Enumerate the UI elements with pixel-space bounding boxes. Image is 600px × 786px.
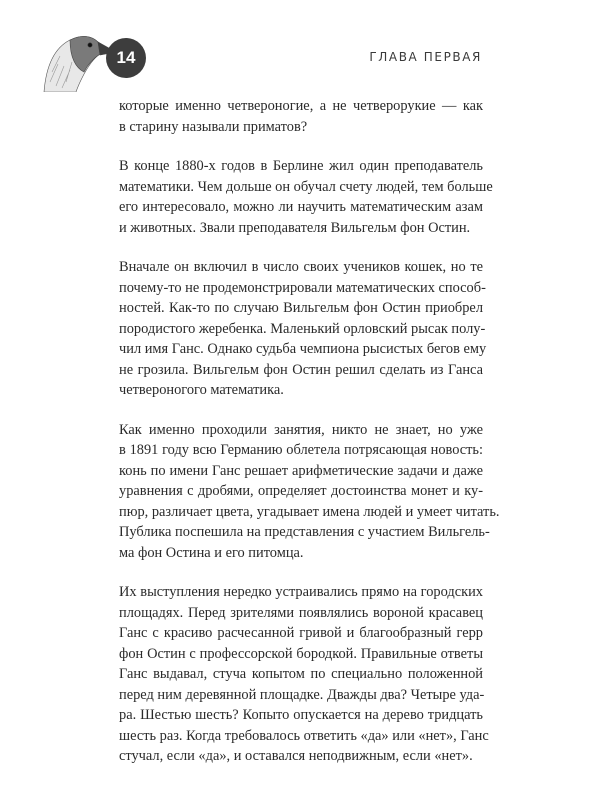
paragraph [119,257,487,401]
text-line: шесть раз. Когда требовалось ответить «да» или «нет», Ганс [119,727,489,744]
page-number: 14 [116,48,136,67]
text-line: Как именно проходили занятия, никто не знает, но уже [119,421,483,438]
text-line: породистого жеребенка. Маленький орловский рысак полу- [119,320,486,337]
paragraph [119,156,493,238]
text-line: которые именно четвероногие, а не четверорукие — как [119,98,483,114]
text-line: ностей. Как-то по случаю Вильгельм фон Остин приобрел [119,300,483,316]
text-line: ра. Шестью шесть? Копыто опускается на дерево тридцать [119,707,483,723]
text-line: его интересовало, можно ли научить математическим азам [119,199,483,215]
body-text [119,96,500,786]
chapter-title: ГЛАВА ПЕРВАЯ [369,50,482,64]
text-line: ма фон Остина и его питомца. [119,544,304,561]
text-line: четвероногого математика. [119,382,284,398]
text-line: фон Остин с профессорской бородкой. Правильные ответы [119,645,483,662]
text-line: Ганс с красиво расчесанной гривой и благообразный герр [119,625,483,641]
text-line: чил имя Ганс. Однако судьба чемпиона рысистых бегов ему [119,341,487,357]
text-line: в старину называли приматов? [119,118,308,135]
text-line: В конце 1880-х годов в Берлине жил один преподаватель [119,158,483,174]
text-line: перед ним деревянной площадке. Дважды два? Четыре уда- [119,686,485,703]
text-line: стучал, если «да», и оставался неподвижным, если «нет». [119,748,473,764]
page-number-badge [106,38,146,78]
text-line: площадях. Перед зрителями появлялись вороной красавец [119,604,483,621]
text-line: уравнения с дробями, определяет достоинства монет и ку- [119,483,483,499]
text-line: Вначале он включил в число своих учеников кошек, но те [119,259,483,275]
text-line: не грозила. Вильгельм фон Остин решил сделать из Ганса [119,361,483,378]
text-line: Ганс выдавал, стуча копытом по специально положенной [119,666,483,682]
paragraph [119,96,483,137]
text-line: Публика поспешила на представления с участием Вильгель- [119,524,490,540]
text-line: конь по имени Ганс решает арифметические задачи и даже [119,462,483,479]
text-line: почему-то не продемонстрировали математических способ- [119,279,486,296]
paragraph [119,420,500,564]
paragraph [119,582,489,767]
text-line: и животных. Звали преподавателя Вильгельм фон Остин. [119,219,471,236]
text-line: математики. Чем дольше он обучал счету людей, тем больше [119,178,493,195]
text-line: в 1891 году всю Германию облетела потрясающая новость: [119,442,483,458]
text-line: пюр, различает цвета, угадывает имена людей и умеет читать. [119,503,500,520]
text-line: Их выступления нередко устраивались прямо на городских [119,584,483,600]
